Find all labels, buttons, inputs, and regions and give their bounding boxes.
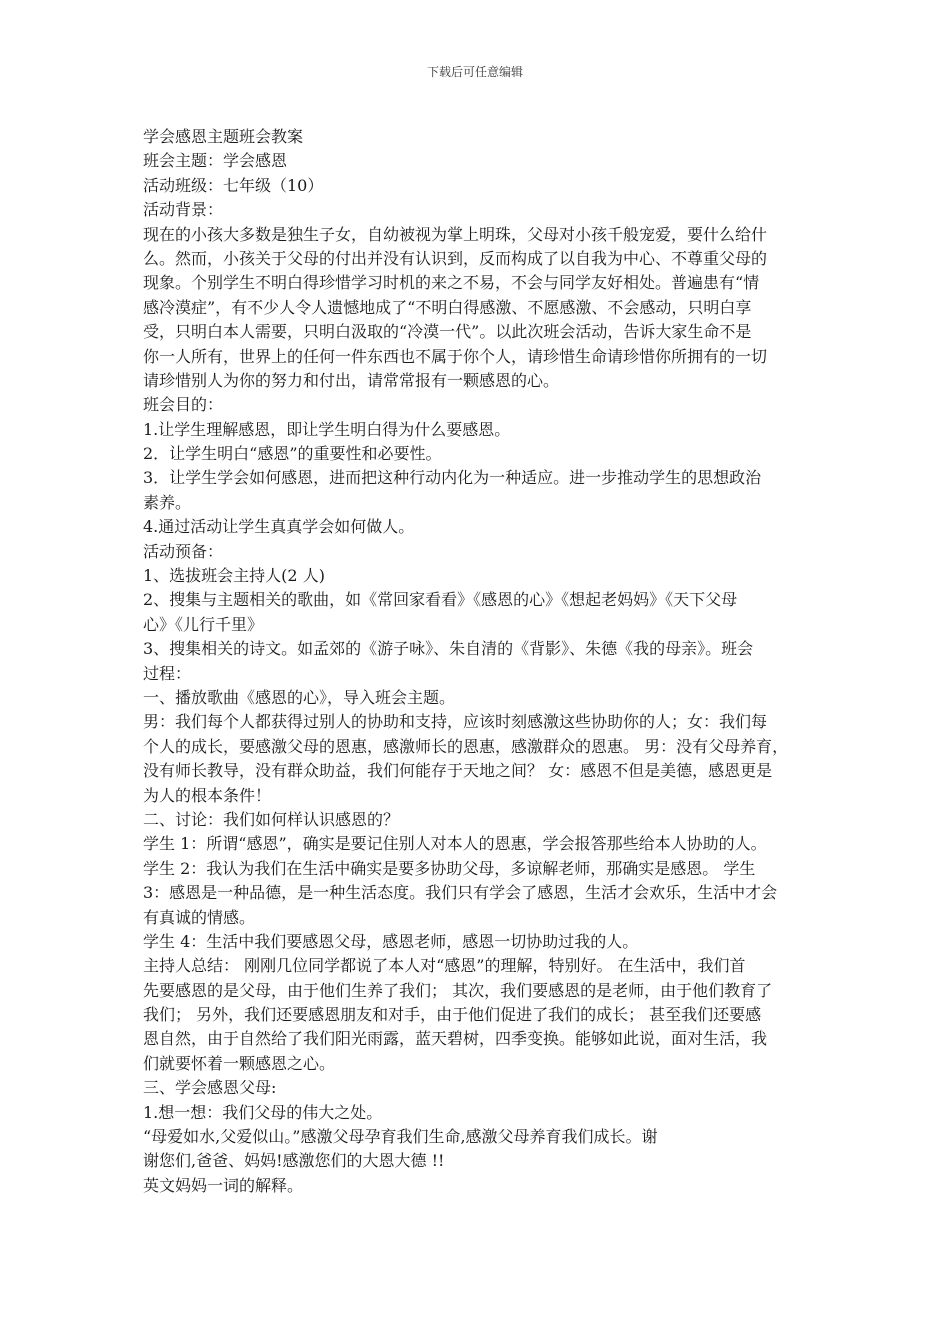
page-header: 下载后可任意编辑 [426,65,523,79]
text-line: 个人的成长，要感激父母的恩惠，感激师长的恩惠，感激群众的恩惠。 男：没有父母养育， [143,736,789,756]
text-line: 活动预备： [143,541,224,561]
text-line: 恩自然，由于自然给了我们阳光雨露，蓝天碧树，四季变换。能够如此说，面对生活，我 [143,1029,768,1049]
text-line: 心》《儿行千里》 [143,614,264,634]
text-line: 么。然而，小孩关于父母的付出并没有认识到，反而构成了以自我为中心、不尊重父母的 [143,248,768,268]
text-line: 现在的小孩大多数是独生子女，自幼被视为掌上明珠，父母对小孩千般宠爱，要什么给什 [143,224,768,244]
text-line: 请珍惜别人为你的努力和付出，请常常报有一颗感恩的心。 [143,370,560,390]
text-line: 班会目的： [143,395,224,415]
text-line: 英文妈妈一词的解释。 [143,1175,304,1195]
text-line: 受，只明白本人需要，只明白汲取的“冷漠一代”。以此次班会活动，告诉大家生命不是 [143,322,752,342]
text-line: 3、搜集相关的诗文。如孟郊的《游子咏》、朱自清的《背影》、朱德《我的母亲》。班会 [143,639,754,659]
text-line: 活动背景： [143,200,224,220]
text-line: 们就要怀着一颗感恩之心。 [143,1053,336,1073]
text-line: 过程： [143,663,192,683]
document-body [143,125,813,1198]
text-line: 1.让学生理解感恩，即让学生明白得为什么要感恩。 [143,419,511,439]
text-line: 1.想一想：我们父母的伟大之处。 [143,1102,383,1122]
text-line: 3：感恩是一种品德，是一种生活态度。我们只有学会了感恩，生活才会欢乐，生活中才会 [143,883,778,903]
text-line: 学生 1：所谓“感恩”，确实是要记住别人对本人的恩惠，学会报答那些给本人协助的人。 [143,834,767,854]
text-line: 学生 2：我认为我们在生活中确实是要多协助父母，多谅解老师，那确实是感恩。 学生 [143,858,756,878]
text-line: 3．让学生学会如何感恩，进而把这种行动内化为一种适应。进一步推动学生的思想政治 [143,468,762,488]
text-line: 2．让学生明白“感恩”的重要性和必要性。 [143,444,442,464]
text-line: 2、搜集与主题相关的歌曲，如《常回家看看》《感恩的心》《想起老妈妈》《天下父母 [143,590,738,610]
text-line: 学会感恩主题班会教案 [143,127,304,146]
text-line: 素养。 [143,492,192,512]
text-line: 主持人总结： 刚刚几位同学都说了本人对“感恩”的理解，特别好。 在生活中，我们首 [143,956,746,976]
text-line: 现象。个别学生不明白得珍惜学习时机的来之不易，不会与同学友好相处。普遍患有“情 [143,273,760,293]
text-line: 二、讨论：我们如何样认识感恩的？ [143,809,400,829]
text-line: 谢您们,爸爸、妈妈!感激您们的大恩大德 !! [143,1151,445,1171]
text-line: 一、播放歌曲《感恩的心》，导入班会主题。 [143,687,456,707]
text-line: 你一人所有，世界上的任何一件东西也不属于你个人，请珍惜生命请珍惜你所拥有的一切 [143,346,768,366]
text-line: 先要感恩的是父母，由于他们生养了我们； 其次，我们要感恩的是老师，由于他们教育了 [143,980,773,1000]
text-line: 学生 4：生活中我们要感恩父母，感恩老师，感恩一切协助过我的人。 [143,931,639,951]
text-line: “母爱如水,父爱似山。”感激父母孕育我们生命,感激父母养育我们成长。谢 [143,1127,658,1147]
text-line: 我们； 另外，我们还要感恩朋友和对手，由于他们促进了我们的成长； 甚至我们还要感 [143,1005,762,1025]
text-line: 感冷漠症”，有不少人令人遗憾地成了“不明白得感激、不愿感激、不会感动，只明白享 [143,297,752,317]
text-line: 有真诚的情感。 [143,907,256,927]
text-line: 班会主题：学会感恩 [143,151,288,171]
text-line: 为人的根本条件！ [143,785,272,805]
text-line: 4.通过活动让学生真真学会如何做人。 [143,517,415,537]
text-line: 男：我们每个人都获得过别人的协助和支持，应该时刻感激这些协助你的人；女：我们每 [143,712,768,732]
text-line: 三、学会感恩父母: [143,1078,277,1098]
text-line: 活动班级：七年级（10） [143,175,324,195]
text-line: 1、选拔班会主持人(2 人) [143,566,325,586]
text-line: 没有师长教导，没有群众助益，我们何能存于天地之间？ 女：感恩不但是美德，感恩更是 [143,761,773,781]
